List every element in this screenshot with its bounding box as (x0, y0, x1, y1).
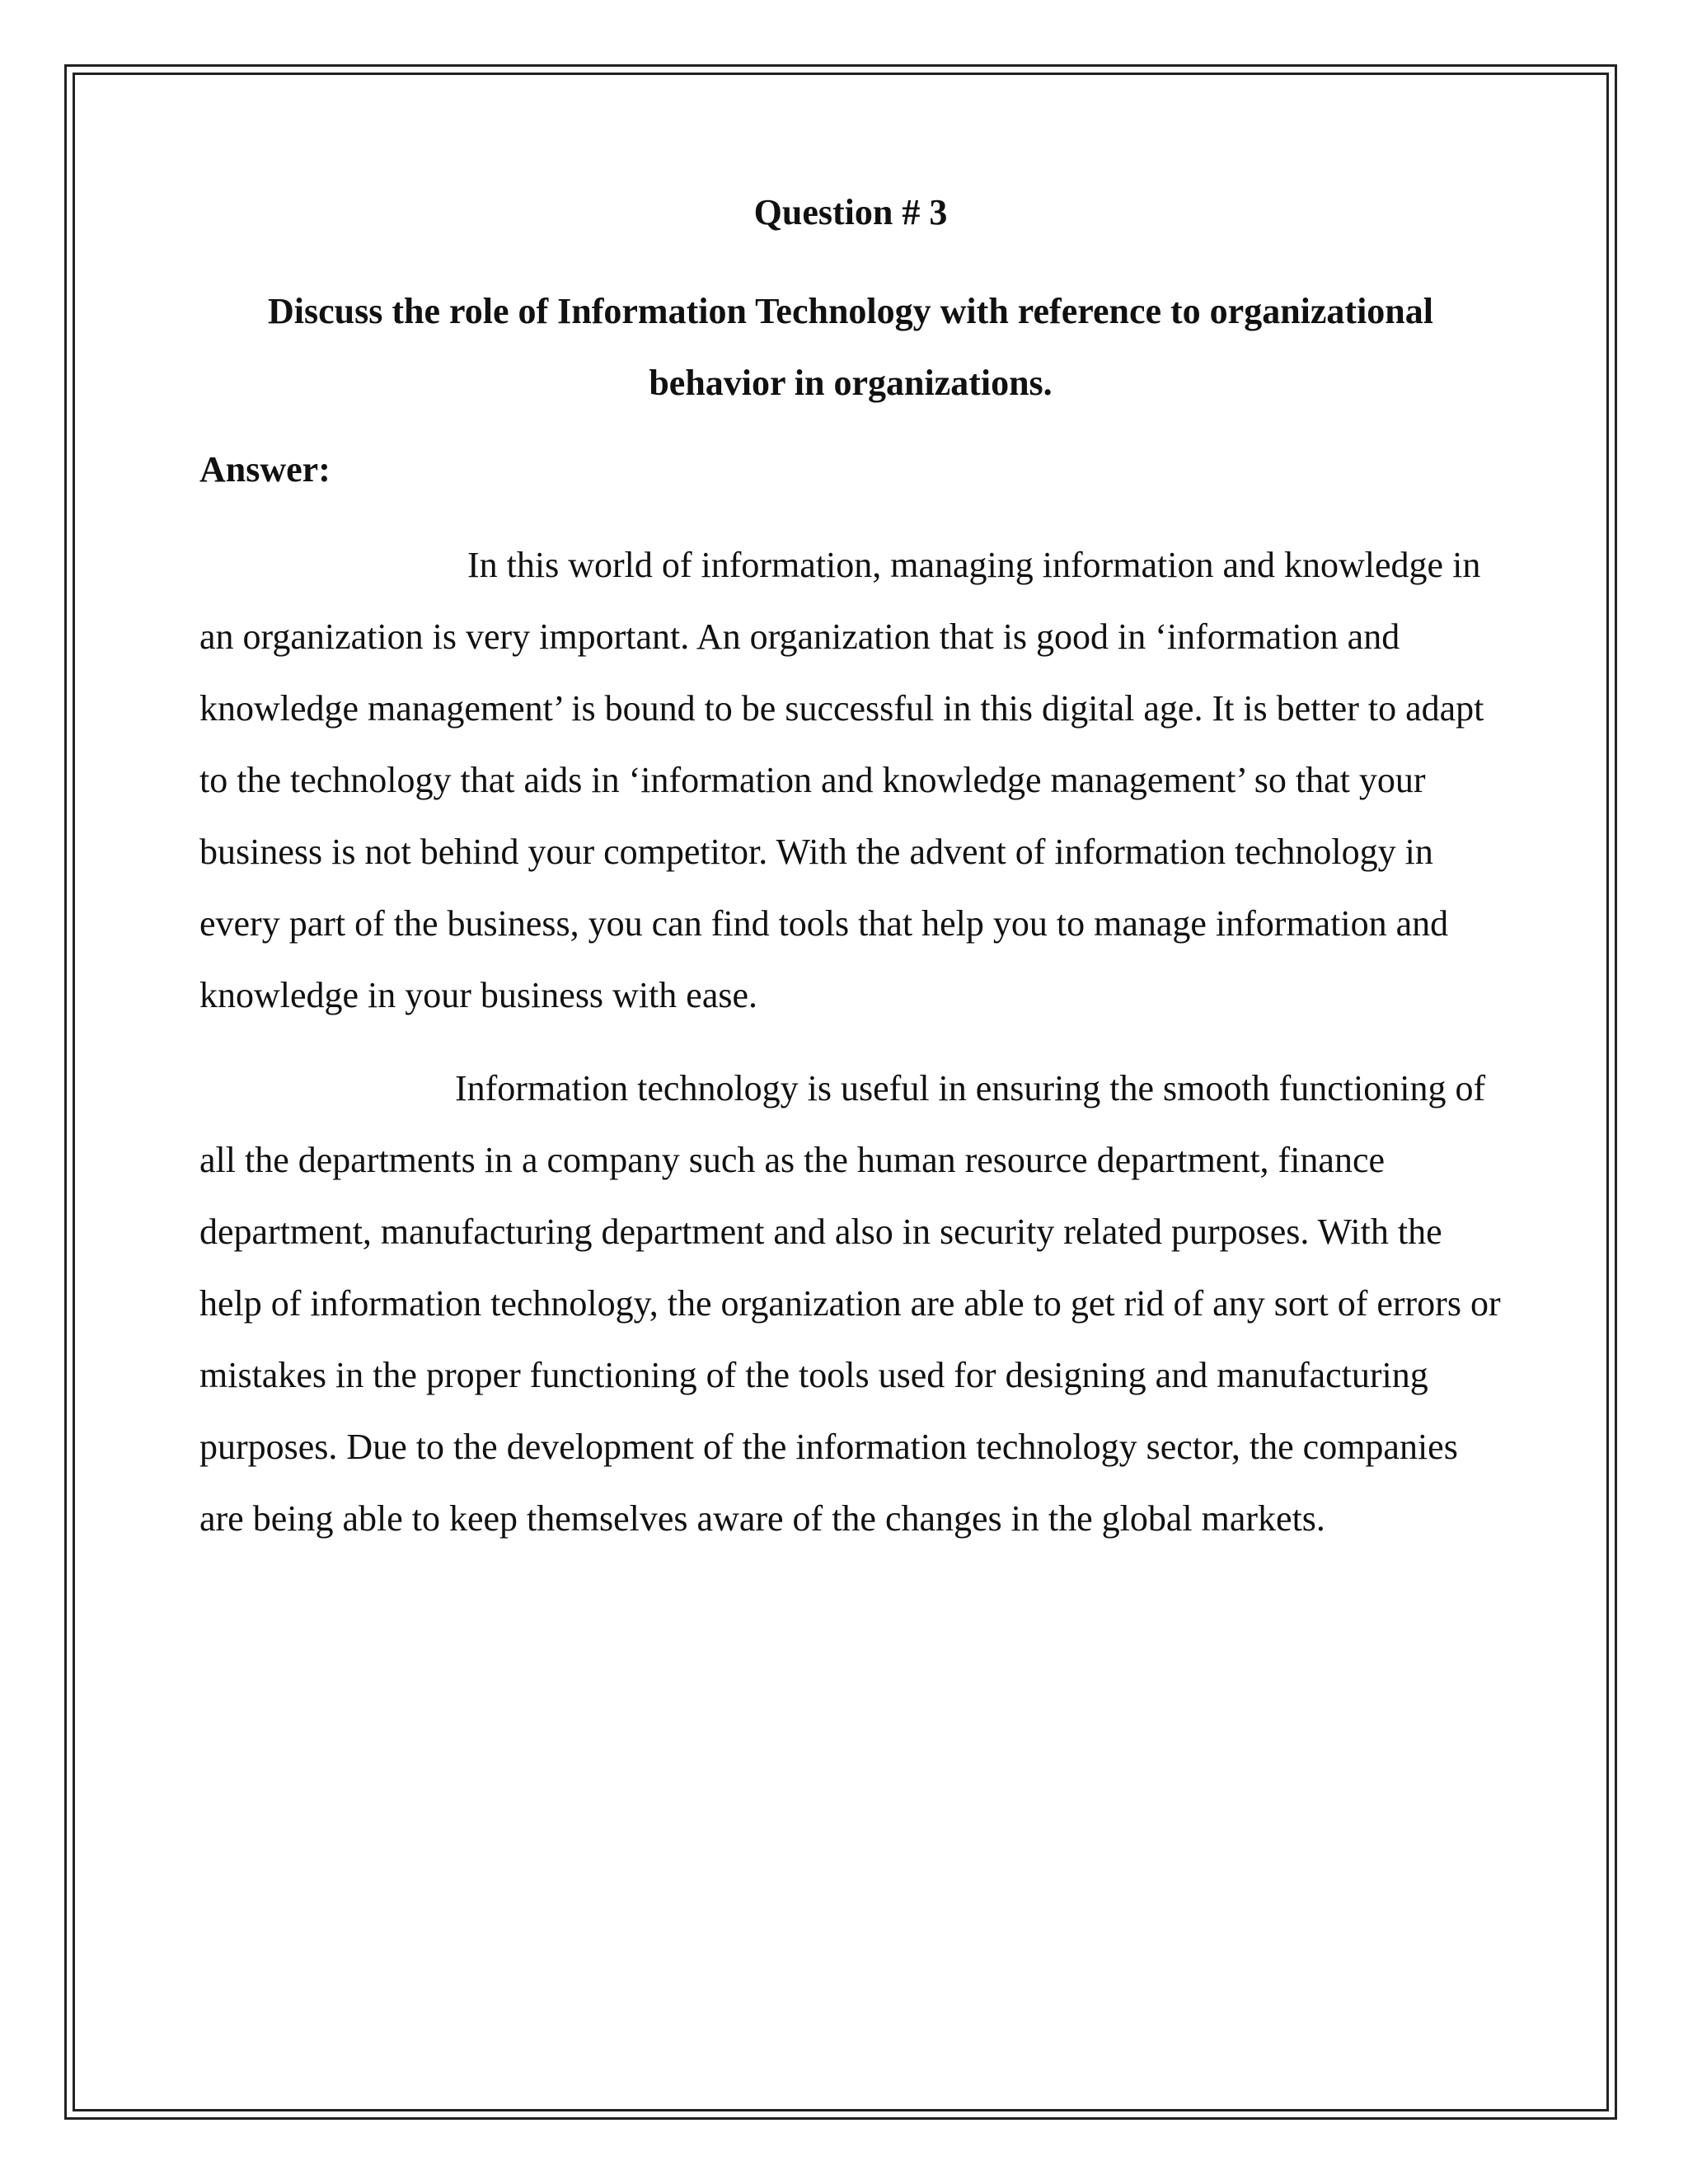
question-text: Discuss the role of Information Technology with reference to organizational behavior in organizations. (267, 291, 1433, 403)
answer-label: Answer: (199, 449, 331, 490)
document-content (199, 190, 1502, 1576)
answer-paragraph-2: Information technology is useful in ensuring the smooth functioning of all the departments in a company such as the human resource department, finance department, manufacturing department and also in security related purposes. With the help of information technology, the organization are able to get rid of any sort of errors or mistakes in the proper functioning of the tools used for designing and manufacturing purposes. Due to the development of the information technology sector, the companies are being able to keep themselves aware of the changes in the global markets. (199, 1068, 1501, 1539)
question-title: Question # 3 (753, 192, 948, 232)
answer-paragraph-1: In this world of information, managing information and knowledge in an organization is very important. An organization that is good in ‘information and knowledge management’ is bound to be successful in this digital age. It is better to adapt to the technology that aids in ‘information and knowledge management’ so that your business is not behind your competitor. With the advent of information technology in every part of the business, you can find tools that help you to manage information and knowledge in your business with ease. (199, 545, 1484, 1015)
